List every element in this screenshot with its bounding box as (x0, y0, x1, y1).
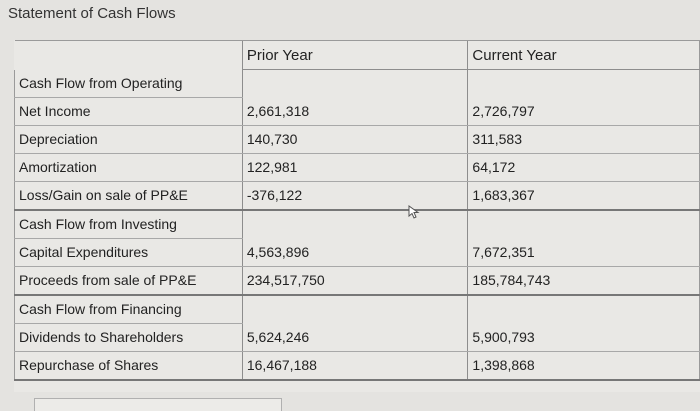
current-year-value: 2,726,797 (468, 97, 700, 125)
row-label: Capital Expenditures (15, 238, 243, 266)
mouse-pointer-icon (408, 205, 420, 222)
empty-cell (468, 70, 700, 98)
row-label: Loss/Gain on sale of PP&E (15, 181, 243, 210)
section-heading-investing: Cash Flow from Investing (15, 210, 243, 239)
table-row (15, 181, 700, 210)
prior-year-value: 234,517,750 (242, 266, 468, 295)
row-label: Net Income (15, 97, 243, 125)
row-label: Amortization (15, 153, 243, 181)
empty-cell (242, 70, 468, 98)
current-year-value: 311,583 (468, 125, 700, 153)
cash-flow-sheet (14, 40, 700, 392)
table-row (15, 97, 700, 125)
current-year-value: 64,172 (468, 153, 700, 181)
prior-year-value: 5,624,246 (242, 323, 468, 351)
row-label: Proceeds from sale of PP&E (15, 266, 243, 295)
header-blank-cell (15, 41, 243, 70)
bottom-input-box[interactable] (34, 398, 282, 411)
column-header-current: Current Year (468, 41, 700, 70)
table-row (15, 351, 700, 380)
table-row (15, 153, 700, 181)
current-year-value: 185,784,743 (468, 266, 700, 295)
prior-year-value: -376,122 (242, 181, 468, 210)
prior-year-value: 4,563,896 (242, 238, 468, 266)
prior-year-value: 16,467,188 (242, 351, 468, 380)
row-label: Repurchase of Shares (15, 351, 243, 380)
current-year-value: 7,672,351 (468, 238, 700, 266)
section-heading-row (15, 210, 700, 239)
section-heading-row (15, 295, 700, 324)
table-row (15, 266, 700, 295)
page-title: Statement of Cash Flows (8, 5, 176, 22)
column-header-prior: Prior Year (242, 41, 468, 70)
table-row (15, 238, 700, 266)
current-year-value: 5,900,793 (468, 323, 700, 351)
section-heading-operating: Cash Flow from Operating (15, 70, 243, 98)
current-year-value: 1,683,367 (468, 181, 700, 210)
empty-cell (468, 295, 700, 324)
prior-year-value: 2,661,318 (242, 97, 468, 125)
empty-cell (242, 295, 468, 324)
column-header-row (15, 41, 700, 70)
prior-year-value: 140,730 (242, 125, 468, 153)
row-label: Dividends to Shareholders (15, 323, 243, 351)
empty-cell (468, 210, 700, 239)
section-heading-financing: Cash Flow from Financing (15, 295, 243, 324)
prior-year-value: 122,981 (242, 153, 468, 181)
row-label: Depreciation (15, 125, 243, 153)
table-row (15, 125, 700, 153)
cash-flow-table (14, 40, 700, 381)
section-heading-row (15, 70, 700, 98)
current-year-value: 1,398,868 (468, 351, 700, 380)
empty-cell (242, 210, 468, 239)
table-row (15, 323, 700, 351)
